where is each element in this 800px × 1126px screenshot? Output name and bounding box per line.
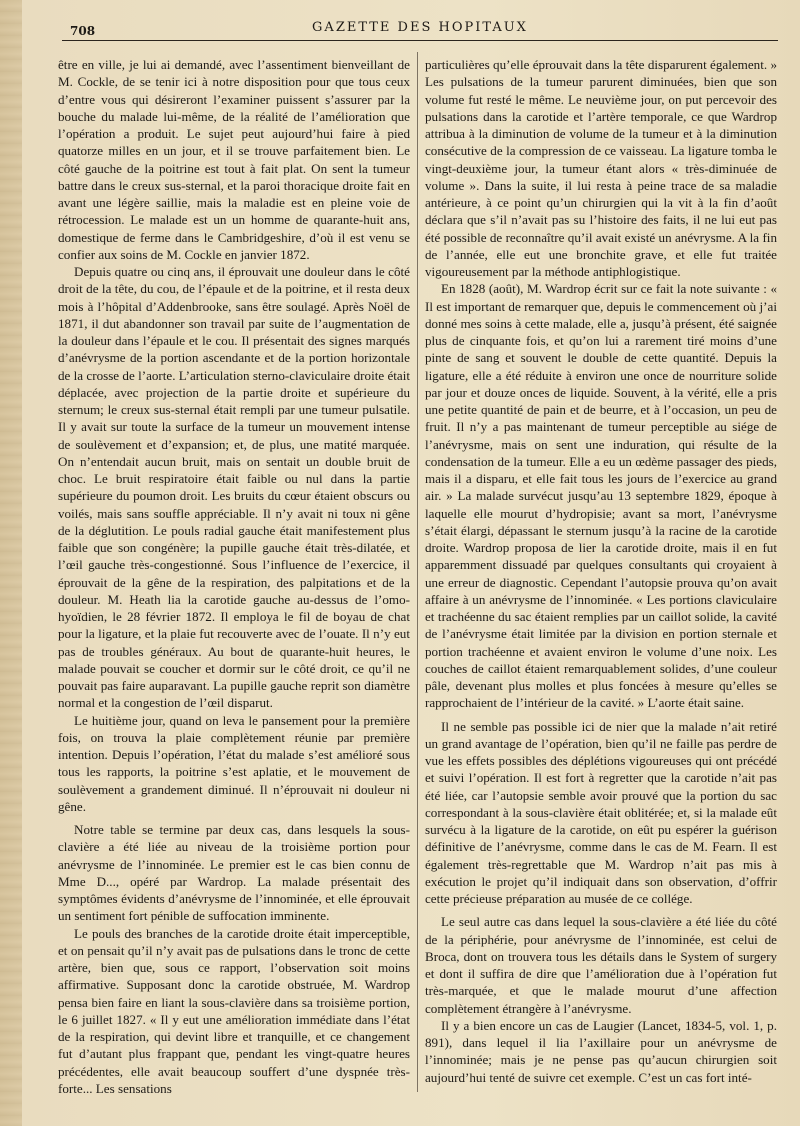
paragraph: Le pouls des branches de la carotide droite était imperceptible, et on pensait qu’il n’y avait pas de pulsations dans le tronc de cette artère, bien que, sous ce rapport, l’observation soit moins affirmative. Supposant donc la carotide obstruée, M. Wardrop pensa bien faire en liant la sous-clavière dans sa troisième portion, le 6 juillet 1827. « Il y eut une amélioration immédiate dans l’état de la respiration, qui devint libre et tranquille, et ce changement fut d’autant plus frappant que, pendant les vingt-quatre heures précédentes, elle avait beaucoup souffert d’une dyspnée très-forte... Les sensations [58, 925, 410, 1096]
paragraph: Le seul autre cas dans lequel la sous-clavière a été liée du côté de la périphérie, pour anévrysme de l’innominée, est celui de Broca, dont on trouvera tous les détails dans le System of surgery et dont il suffira de dire que l’amélioration due à l’opération fut très-marquée, et que le malade mourut d’une affection complètement étrangère à l’anévrysme. [425, 914, 777, 1016]
paragraph: être en ville, je lui ai demandé, avec l’assentiment bienveillant de M. Cockle, de se tenir ici à notre disposition pour que tous ceux d’entre vous qui désireront l’examiner puissent s’assurer par la bouche du malade lui-même, de la réalité de l’amélioration que l’opération a produit. Le sujet peut aujourd’hui faire à pied quatorze milles en un jour, et il se trouve parfaitement bien. Le côté gauche de la poitrine est tout à fait plat. On sent la tumeur battre dans le creux sus-sternal, et la paroi thoracique droite fait en avant une légère saillie, mais la maladie est en pleine voie de rétrocession. Le malade est un un homme de quarante-huit ans, domestique de ferme dans le Cambridgeshire, d’où il est venu se confier aux soins de M. Cockle en janvier 1872. [58, 57, 410, 262]
page-header [62, 14, 778, 41]
page-number: 708 [70, 24, 96, 38]
paragraph: Le huitième jour, quand on leva le pansement pour la première fois, on trouva la plaie complètement réunie par première intention. Depuis l’opération, l’état du malade s’est amélioré sous tous les rapports, la poitrine s’est aplatie, et le mouvement de soulèvement a grandement diminué. Il n’éprouvait ni douleur ni gêne. [58, 712, 410, 814]
running-title: GAZETTE DES HOPITAUX [312, 20, 528, 35]
paragraph: En 1828 (août), M. Wardrop écrit sur ce fait la note suivante : « Il est important de remarquer que, depuis le commencement où j’ai donné mes soins à cette malade, elle a, jusqu’à présent, été saignée plus de cinquante fois, et qu’on lui a rarement tiré moins d’une pinte de sang et souvent le double de cette quantité. Depuis la ligature, elle a été réduite à environ une once de nourriture solide par jour et douze onces de liquide. Souvent, à la vérité, elle a pris une petite quantité de pain et de beurre, et à l’occasion, un peu de fruit. Il n’y a pas maintenant de tumeur perceptible au siége de l’anévrysme, mais on sent une induration, qui résulte de la condensation de la tumeur. Elle a eu un œdème passager des pieds, mais il a disparu, et elle fait tous les jours de l’exercice au grand air. » La malade survécut jusqu’au 13 septembre 1829, époque à laquelle elle mourut d’hydropisie; avant sa mort, l’anévrysme s’était élargi, dépassant le sternum jusqu’à la racine de la carotide droite. Wardrop proposa de lier la carotide droite, mais il en fut apparemment dissuadé par quelques consultants qui croyaient à une erreur de diagnostic. Cependant l’autopsie prouva qu’on avait affaire à un anévrysme de l’innominée. « Les portions claviculaire et trachéenne du sac étaient remplies par un caillot solide, la cavité de l’anévrysme était limitée par la division en portion sternale et portion trachéenne et avaient environ le volume d’une noix. Les couches de caillot étaient remarquablement solides, d’une couleur pâle, devenant plus molles et plus foncées à mesure qu’elles se rapprochaient de l’intérieur de la cavité. » L’aorte était saine. [425, 281, 777, 711]
paragraph: particulières qu’elle éprouvait dans la tête disparurent également. » Les pulsations de la tumeur parurent diminuées, bien que son volume fut resté le même. Le neuvième jour, on put percevoir des pulsations dans la carotide et l’artère temporale, ce que Wardrop attribua à la diminution de volume de la tumeur et à la diminution consécutive de la compression de ce vaisseau. La ligature tomba le vingt-deuxième jour, la tumeur étant alors « très-diminuée de volume ». Dans la suite, il lui resta à peine trace de sa maladie antérieure, à ce point qu’un chirurgien qui la vit à la fin d’août déclara que s’il n’avait pas su l’histoire des faits, il ne lui eut pas été possible de reconnaître qu’il avait existé un anévrysme. A la fin de l’année, elle eut une bronchite grave, et elle fut traitée vigoureusement par la méthode antiphlogistique. [425, 57, 777, 279]
page-binding-edge [0, 0, 22, 1126]
right-column [425, 56, 777, 1086]
paragraph: Il ne semble pas possible ici de nier que la malade n’ait retiré un grand avantage de l’opération, bien qu’il ne faille pas perdre de vue les effets possibles des déplétions vigoureuses qui ont précédé et suivi l’opération. Il est fort à regretter que la carotide n’ait pas été liée, car l’autopsie semble avoir prouvé que la portion du sac correspondant à la sous-clavière était oblitérée; et, si la malade eût survécu à la ligature de la carotide, on eût pu espérer la guérison définitive de l’anévrysme, comme dans le cas de M. Fearn. Il est également très-regrettable que M. Wardrop n’ait pas mis à exécution le projet qu’il indiquait dans son observation, d’offrir cette précieuse préparation au musée de ce collége. [425, 718, 777, 906]
paragraph: Depuis quatre ou cinq ans, il éprouvait une douleur dans le côté droit de la tête, du cou, de l’épaule et de la poitrine, et il resta deux mois à l’hôpital d’Addenbrooke, sans être soulagé. Après Noël de 1871, il dut abandonner son travail par suite de l’augmentation de la douleur dans l’épaule et le cou. Il présentait des signes marqués d’anévrysme de la portion ascendante et de la portion horizontale de la crosse de l’aorte. L’articulation sterno-claviculaire droite était déplacée, avec projection de la partie droite et supérieure du sternum; le creux sus-sternal était rempli par une tumeur pulsatile. Il y avait sur toute la surface de la tumeur un mouvement intense de soulèvement et d’expansion; et, de plus, une matité marquée. On n’entendait aucun bruit, mais on sentait un double bruit de choc. Le bruit respiratoire était faible ou nul dans la partie supérieure du poumon droit. Les bruits du cœur étaient obscurs ou voilés, mais sans souffle appréciable. Il n’y avait ni toux ni gêne de la déglutition. Le pouls radial gauche était manifestement plus faible que son congénère; la pupille gauche était très-dilatée, et l’œil gauche très-congestionné. Sous l’influence de l’exercice, il éprouvait de la gêne de la respiration, des palpitations et de la douleur. M. Heath lia la carotide gauche au-dessus de l’omo-hyoïdien, le 28 février 1872. Il employa le fil de boyau de chat pour la ligature, et la plaie fut recouverte avec de l’ouate. Il n’y eut pas de troubles généraux. Au bout de quarante-huit heures, le malade pouvait se coucher et dormir sur le côté droit, ce qu’il ne pouvait pas faire auparavant. La pupille gauche reprit son diamètre normal et la congestion de l’œil disparut. [58, 264, 410, 711]
column-divider [417, 52, 418, 1092]
paragraph: Notre table se termine par deux cas, dans lesquels la sous-clavière a été liée au niveau de la troisième portion pour anévrysme de l’innominée. Le premier est le cas bien connu de Mme D..., opéré par Wardrop. La malade présentait des symptômes évidents d’anévrysme de l’innominée, et elle éprouvait un sentiment fort pénible de suffocation imminente. [58, 822, 410, 924]
left-column [58, 56, 410, 1097]
paragraph: Il y a bien encore un cas de Laugier (Lancet, 1834-5, vol. 1, p. 891), dans lequel il lia l’axillaire pour un anévrysme de l’innominée; mais je ne pense pas qu’aucun chirurgien soit aujourd’hui tenté de suivre cet exemple. C’est un cas fort inté- [425, 1017, 777, 1085]
